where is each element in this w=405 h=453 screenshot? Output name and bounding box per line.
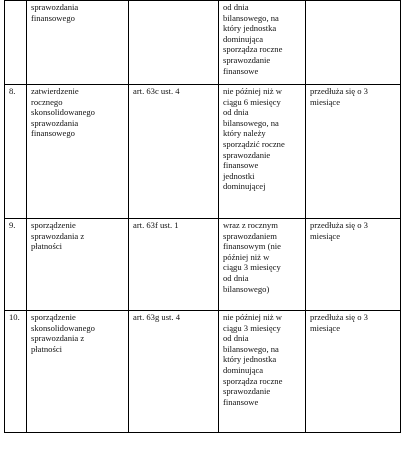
deadline-cell: nie później niż w ciągu 6 miesięcy od dnia bilansowego, na który należy sporządzić roczne sprawozdanie finansowe jednostki dominującej: [219, 85, 306, 219]
deadline-cell: od dnia bilansowego, na który jednostka dominująca sporządza roczne sprawozdanie finansowe: [219, 1, 306, 85]
row-number: [5, 1, 27, 85]
deadlines-table: [4, 0, 401, 433]
task-cell: sporządzenie skonsolidowanego sprawozdania z płatności: [27, 311, 129, 433]
row-number: 10.: [5, 311, 27, 433]
extension-cell: przedłuża się o 3 miesiące: [306, 311, 401, 433]
extension-cell: [306, 1, 401, 85]
task-cell: zatwierdzenie rocznego skonsolidowanego sprawozdania finansowego: [27, 85, 129, 219]
table-row: [5, 1, 401, 85]
article-cell: art. 63g ust. 4: [129, 311, 219, 433]
extension-cell: przedłuża się o 3 miesiące: [306, 219, 401, 311]
table-row: [5, 219, 401, 311]
table-row: [5, 85, 401, 219]
deadline-cell: nie później niż w ciągu 3 miesięcy od dnia bilansowego, na który jednostka dominująca sporządza roczne sprawozdanie finansowe: [219, 311, 306, 433]
article-cell: art. 63c ust. 4: [129, 85, 219, 219]
article-cell: [129, 1, 219, 85]
task-cell: sprawozdania finansowego: [27, 1, 129, 85]
row-number: 8.: [5, 85, 27, 219]
deadline-cell: wraz z rocznym sprawozdaniem finansowym (nie później niż w ciągu 3 miesięcy od dnia bilansowego): [219, 219, 306, 311]
row-number: 9.: [5, 219, 27, 311]
table-row: [5, 311, 401, 433]
task-cell: sporządzenie sprawozdania z płatności: [27, 219, 129, 311]
extension-cell: przedłuża się o 3 miesiące: [306, 85, 401, 219]
article-cell: art. 63f ust. 1: [129, 219, 219, 311]
